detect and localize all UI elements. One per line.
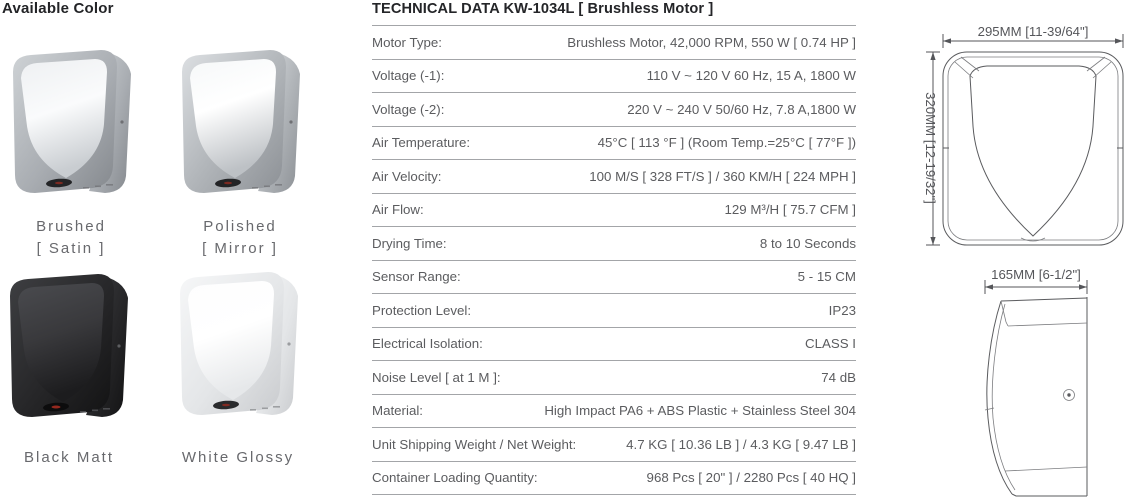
dim-depth-label: 165MM [6-1/2"] xyxy=(991,267,1081,282)
side-view-svg xyxy=(915,260,1128,500)
dim-arrow-bottom xyxy=(930,237,935,245)
front-view-svg xyxy=(915,12,1128,250)
front-shield-outline xyxy=(970,66,1096,236)
spec-value: IP23 xyxy=(828,302,856,318)
top-edge xyxy=(1001,298,1087,301)
variant-name: Black Matt xyxy=(23,449,115,466)
variant-name: Polished xyxy=(203,218,277,235)
table-row xyxy=(372,395,856,429)
spec-label: Container Loading Quantity: xyxy=(372,470,538,486)
spec-value: CLASS I xyxy=(805,336,856,352)
spec-label: Air Flow: xyxy=(372,202,424,218)
spec-value: 74 dB xyxy=(821,369,856,385)
product-photo-black-matt xyxy=(2,268,134,424)
table-row xyxy=(372,26,856,60)
sensor-dot xyxy=(224,182,232,185)
bottom-edge xyxy=(1012,494,1087,496)
top-seam xyxy=(1008,323,1087,326)
screw-detail xyxy=(289,120,292,123)
variant-name: Brushed xyxy=(36,218,106,235)
screw-detail xyxy=(117,344,120,347)
hand-dryer-white-image xyxy=(172,266,304,422)
product-photo-white-glossy xyxy=(172,266,304,422)
spec-value: 4.7 KG [ 10.36 LB ] / 4.3 KG [ 9.47 LB ] xyxy=(626,436,856,452)
technical-data-heading: TECHNICAL DATA KW-1034L [ Brushless Motor ] xyxy=(372,1,714,17)
screw-detail xyxy=(287,342,290,345)
front-view-drawing xyxy=(915,12,1128,250)
hand-dryer-polished-image xyxy=(174,44,306,200)
spec-label: Voltage (-1): xyxy=(372,68,445,84)
dim-width-label: 295MM [11-39/64"] xyxy=(977,24,1089,39)
spec-value: 220 V ~ 240 V 50/60 Hz, 7.8 A,1800 W xyxy=(627,101,856,117)
spec-label: Noise Level [ at 1 M ]: xyxy=(372,369,501,385)
variant-label-brushed xyxy=(0,216,146,260)
spec-label: Sensor Range: xyxy=(372,269,461,285)
variant-sub: [ Satin ] xyxy=(36,240,106,257)
bottom-slant-line xyxy=(1005,467,1087,471)
dim-arrow-top xyxy=(930,52,935,60)
spec-value: Brushless Motor, 42,000 RPM, 550 W [ 0.74 HP ] xyxy=(567,34,856,50)
spec-label: Unit Shipping Weight / Net Weight: xyxy=(372,436,577,452)
table-row xyxy=(372,361,856,395)
spec-label: Drying Time: xyxy=(372,235,447,251)
dim-arrow-right xyxy=(1115,38,1123,43)
spec-label: Material: xyxy=(372,403,423,419)
dim-arrow-right xyxy=(1079,284,1087,289)
hand-dryer-black-image xyxy=(2,268,134,424)
bottom-outlet-arc xyxy=(1021,238,1045,241)
spec-value: 45°C [ 113 °F ] (Room Temp.=25°C [ 77°F ]) xyxy=(597,135,856,151)
screw-center-dot xyxy=(1067,393,1070,396)
spec-value: 100 M/S [ 328 FT/S ] / 360 KM/H [ 224 MPH ] xyxy=(589,168,856,184)
table-row xyxy=(372,328,856,362)
spec-value: 110 V ~ 120 V 60 Hz, 15 A, 1800 W xyxy=(646,68,856,84)
sensor-dot xyxy=(52,406,61,409)
spec-label: Motor Type: xyxy=(372,34,442,50)
table-row xyxy=(372,160,856,194)
table-row xyxy=(372,462,856,496)
front-curve-outer xyxy=(987,301,1012,494)
spec-label: Electrical Isolation: xyxy=(372,336,483,352)
variant-sub: [ Mirror ] xyxy=(202,240,278,257)
table-row xyxy=(372,194,856,228)
table-row xyxy=(372,294,856,328)
spec-label: Protection Level: xyxy=(372,302,472,318)
spec-label: Air Temperature: xyxy=(372,135,471,151)
dryer-front-outline xyxy=(943,52,1123,245)
table-row xyxy=(372,428,856,462)
spec-value: 8 to 10 Seconds xyxy=(759,235,856,251)
variant-label-white-glossy xyxy=(163,447,313,469)
table-row xyxy=(372,227,856,261)
dim-arrow-left xyxy=(985,284,993,289)
spec-value: 129 M³/H [ 75.7 CFM ] xyxy=(724,202,856,218)
screw-detail xyxy=(120,120,123,123)
dim-arrow-left xyxy=(943,38,951,43)
available-color-heading: Available Color xyxy=(2,0,114,17)
spec-label: Air Velocity: xyxy=(372,168,442,184)
variant-label-black-matt xyxy=(0,447,144,469)
dim-height-label: 320MM [12-19/32"] xyxy=(923,92,938,204)
table-row xyxy=(372,261,856,295)
side-view-drawing xyxy=(915,260,1128,500)
spec-value: 968 Pcs [ 20" ] / 2280 Pcs [ 40 HQ ] xyxy=(646,470,856,486)
dryer-side-outline xyxy=(985,297,1087,496)
variant-name: White Glossy xyxy=(181,449,295,466)
sensor-dot xyxy=(222,404,230,407)
spec-value: High Impact PA6 + ABS Plastic + Stainless Steel 304 xyxy=(544,403,856,419)
sensor-dot xyxy=(55,182,63,185)
spec-label: Voltage (-2): xyxy=(372,101,445,117)
table-row xyxy=(372,93,856,127)
spec-table xyxy=(372,25,856,495)
spec-value: 5 - 15 CM xyxy=(797,269,856,285)
table-row xyxy=(372,60,856,94)
variant-label-polished xyxy=(165,216,315,260)
front-curve-inner xyxy=(992,304,1015,490)
product-photo-brushed xyxy=(5,44,137,200)
hand-dryer-brushed-image xyxy=(5,44,137,200)
table-row xyxy=(372,127,856,161)
product-photo-polished xyxy=(174,44,306,200)
